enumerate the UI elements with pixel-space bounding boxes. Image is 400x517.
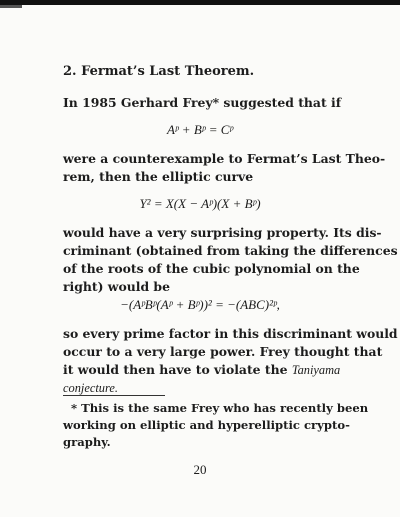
footnote-line: * This is the same Frey who has recently been (71, 401, 369, 415)
intro-line: In 1985 Gerhard Frey* suggested that if (63, 95, 342, 110)
text-line: conjecture. (63, 381, 118, 395)
footnote-line: graphy. (63, 435, 111, 449)
scan-top-edge (0, 0, 400, 5)
discriminant-equation: −(AᵖBᵖ(Aᵖ + Bᵖ))² = −(ABC)²ᵖ, (120, 297, 280, 312)
page-number: 20 (193, 462, 207, 477)
intro-paragraph (63, 94, 342, 112)
text-line: rem, then the elliptic curve (63, 169, 254, 184)
paragraph-counterexample (63, 150, 386, 186)
text-line (63, 361, 341, 379)
text-line: would have a very surprising property. Its dis- (63, 225, 382, 240)
text-line: of the roots of the cubic polynomial on the (63, 261, 360, 276)
text-fragment: it would then have to violate the (63, 362, 288, 377)
paragraph-prime-factor (63, 325, 398, 397)
scan-edge-mark (0, 5, 22, 8)
frey-curve-equation: Y² = X(X − Aᵖ)(X + Bᵖ) (139, 196, 261, 211)
paragraph-discriminant (63, 224, 398, 296)
text-line: so every prime factor in this discriminant would (63, 326, 398, 341)
footnote-line: working on elliptic and hyperelliptic crypto- (63, 418, 350, 432)
footnote-divider (63, 395, 165, 396)
text-line: right) would be (63, 279, 170, 294)
text-line: occur to a very large power. Frey thought that (63, 344, 383, 359)
text-line: criminant (obtained from taking the differences (63, 243, 398, 258)
text-line: were a counterexample to Fermat’s Last Theo- (63, 151, 386, 166)
taniyama-term: Taniyama (291, 363, 341, 377)
footnote (63, 400, 369, 451)
section-title: 2. Fermat’s Last Theorem. (63, 64, 255, 79)
fermat-equation: Aᵖ + Bᵖ = Cᵖ (166, 122, 234, 137)
